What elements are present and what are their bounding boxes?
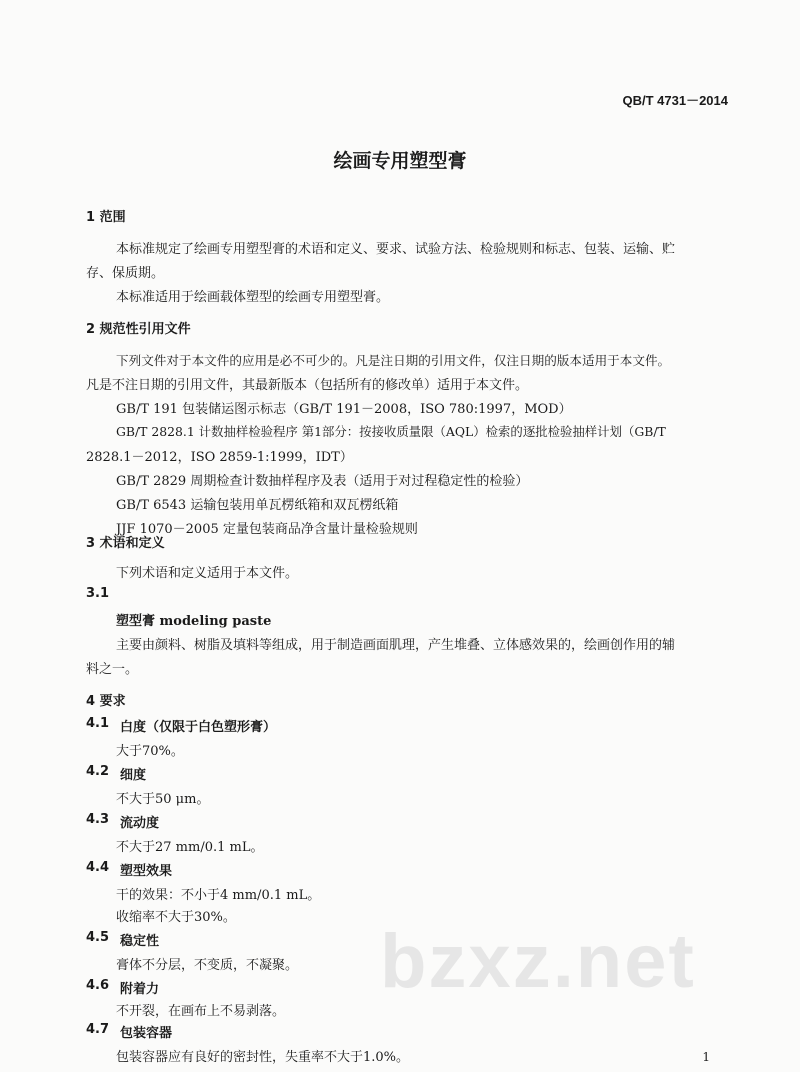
term-title: 塑型膏 modeling paste [116,614,272,629]
item-text: 不大于50 μm。 [116,792,210,807]
paragraph: 本标准规定了绘画专用塑型膏的术语和定义、要求、试验方法、检验规则和标志、包装、运输、贮 [116,242,676,257]
item-number: 4.7 [86,1022,110,1037]
section-1-heading: 1 范围 [86,210,126,225]
item-text: 膏体不分层，不变质，不凝聚。 [116,958,299,973]
item-text: 干的效果：不小于4 mm/0.1 mL。 [116,888,321,903]
paragraph: 下列术语和定义适用于本文件。 [116,566,299,581]
item-text: 收缩率不大于30%。 [116,910,236,925]
paragraph: 凡是不注日期的引用文件，其最新版本（包括所有的修改单）适用于本文件。 [86,378,529,393]
item-number: 4.1 [86,716,110,731]
item-title: 稳定性 [120,934,160,949]
item-number: 4.3 [86,812,110,827]
item-number: 4.2 [86,764,110,779]
reference-item: GB/T 191 包装储运图示标志（GB/T 191－2008，ISO 780:1997，MOD） [116,402,572,417]
reference-item: GB/T 2829 周期检查计数抽样程序及表（适用于对过程稳定性的检验） [116,474,529,489]
page-title: 绘画专用塑型膏 [333,150,467,172]
item-title: 塑型效果 [120,864,173,879]
term-definition: 主要由颜料、树脂及填料等组成，用于制造画面肌理，产生堆叠、立体感效果的，绘画创作用的辅 [116,638,676,653]
item-number: 4.6 [86,978,110,993]
section-4-heading: 4 要求 [86,694,126,709]
item-title: 包装容器 [120,1026,173,1041]
section-2-heading: 2 规范性引用文件 [86,322,191,337]
item-title: 细度 [120,768,147,783]
watermark: bzxz.net [380,919,696,1004]
item-number: 4.4 [86,860,110,875]
standard-code: QB/T 4731－2014 [622,93,728,108]
term-number: 3.1 [86,586,110,601]
item-text: 大于70%。 [116,744,184,759]
paragraph: 下列文件对于本文件的应用是必不可少的。凡是注日期的引用文件，仅注日期的版本适用于本文件。 [116,353,671,368]
item-title: 附着力 [120,982,160,997]
term-definition: 料之一。 [86,662,139,677]
paragraph: 存、保质期。 [86,266,165,281]
reference-item: GB/T 6543 运输包装用单瓦楞纸箱和双瓦楞纸箱 [116,498,399,513]
reference-item: JJF 1070－2005 定量包装商品净含量计量检验规则 [116,522,418,537]
paragraph: 本标准适用于绘画载体塑型的绘画专用塑型膏。 [116,290,390,305]
item-title: 流动度 [120,816,160,831]
item-text: 不大于27 mm/0.1 mL。 [116,840,264,855]
item-title: 白度（仅限于白色塑形膏） [120,720,277,735]
item-number: 4.5 [86,930,110,945]
item-text: 不开裂，在画布上不易剥落。 [116,1004,286,1019]
section-3-heading: 3 术语和定义 [86,536,165,551]
item-text: 包装容器应有良好的密封性，失重率不大于1.0%。 [116,1050,410,1065]
reference-item: 2828.1－2012，ISO 2859-1:1999，IDT） [86,450,353,465]
page-number: 1 [702,1050,710,1064]
reference-item: GB/T 2828.1 计数抽样检验程序 第1部分：按接收质量限（AQL）检索的逐批检验抽样计划（GB/T [116,424,666,439]
